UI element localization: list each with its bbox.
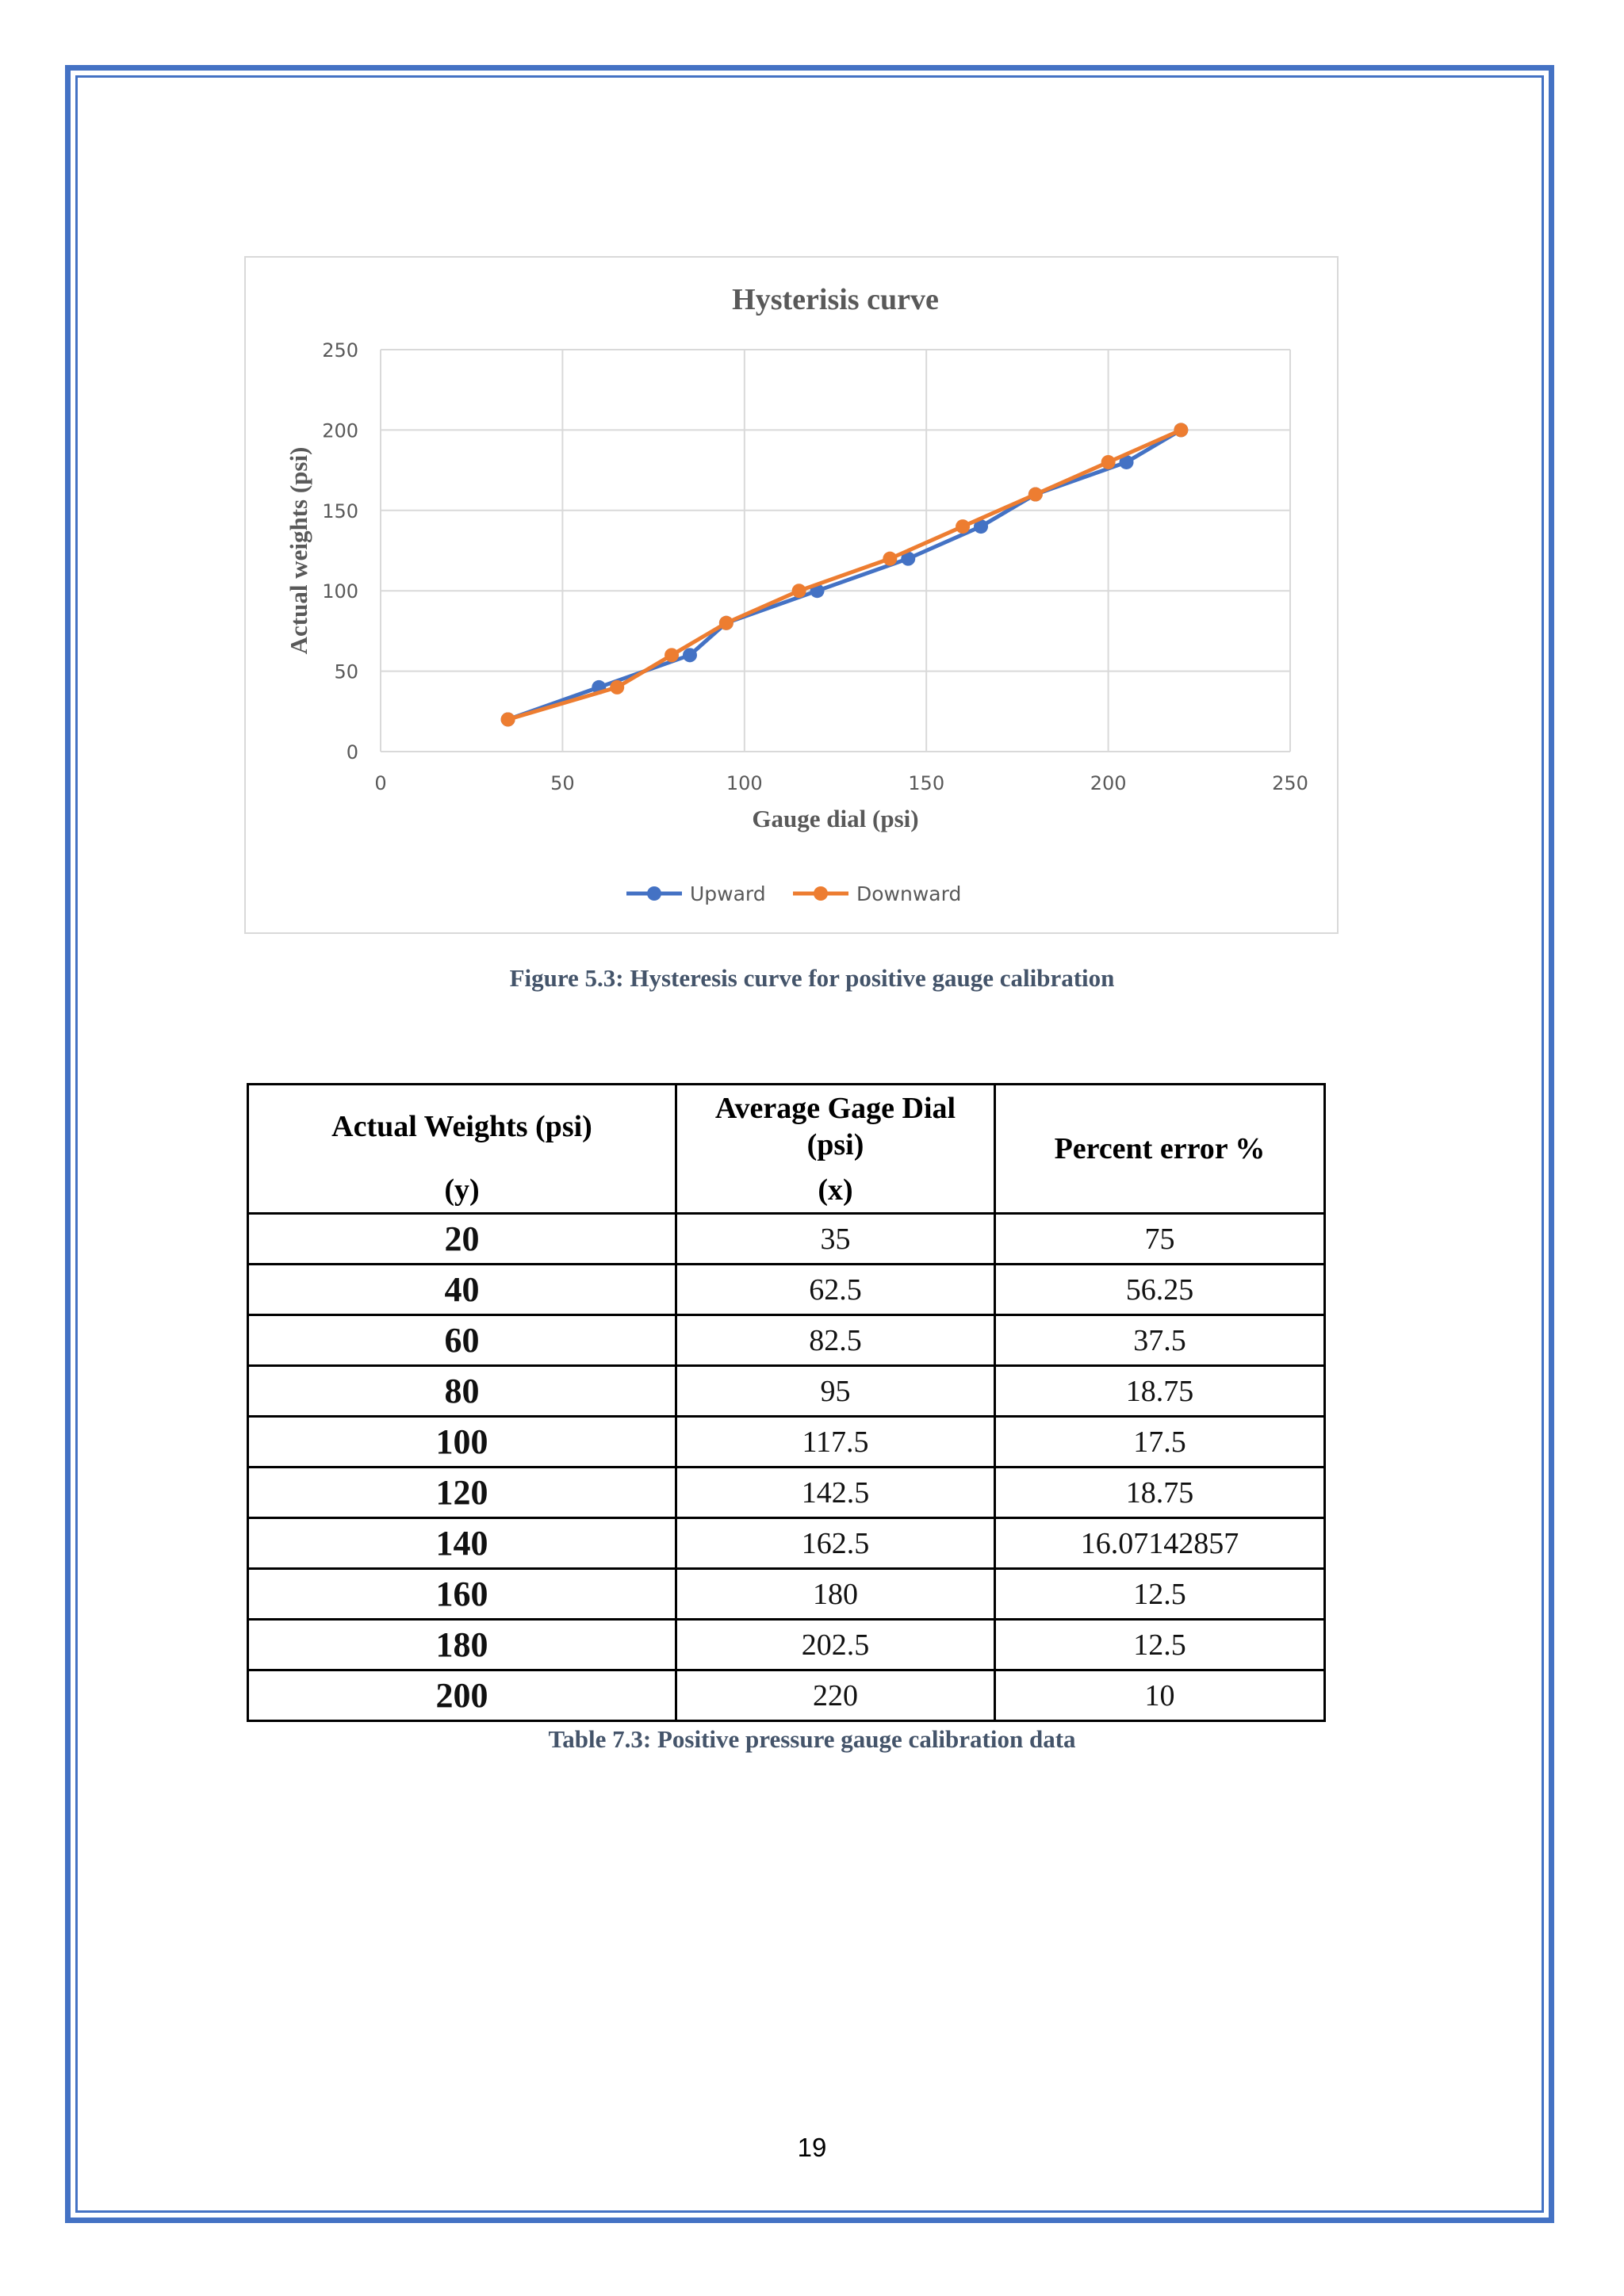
cell-actual-weight: 40 (248, 1265, 676, 1315)
x-tick-label: 50 (550, 772, 575, 794)
data-point-downward (1028, 488, 1043, 502)
legend-label: Upward (690, 882, 766, 905)
table-caption: Table 7.3: Positive pressure gauge calibration data (548, 1725, 1076, 1753)
hysteresis-chart (246, 258, 1340, 936)
col-header-sub: (x) (818, 1173, 853, 1207)
series-line-downward (508, 430, 1182, 719)
data-point-downward (665, 648, 679, 662)
table-row (248, 1265, 1325, 1315)
calibration-table (247, 1083, 1326, 1722)
data-point-downward (792, 584, 806, 598)
data-point-downward (501, 712, 515, 726)
data-point-downward (1101, 455, 1116, 469)
cell-percent-error: 18.75 (995, 1468, 1325, 1518)
table-row (248, 1214, 1325, 1265)
cell-gage-dial: 162.5 (676, 1518, 995, 1569)
figure-caption: Figure 5.3: Hysteresis curve for positive gauge calibration (509, 964, 1115, 992)
cell-gage-dial: 142.5 (676, 1468, 995, 1518)
cell-actual-weight: 80 (248, 1366, 676, 1417)
cell-actual-weight: 100 (248, 1417, 676, 1468)
cell-gage-dial: 95 (676, 1366, 995, 1417)
page-number: 19 (797, 2133, 827, 2162)
cell-percent-error: 12.5 (995, 1620, 1325, 1670)
data-point-downward (1174, 423, 1188, 437)
data-point-upward (683, 648, 697, 662)
table-row (248, 1417, 1325, 1468)
data-point-downward (883, 552, 897, 566)
y-tick-label: 250 (322, 339, 358, 362)
cell-gage-dial: 35 (676, 1214, 995, 1265)
chart-title: Hysterisis curve (732, 283, 939, 316)
table-row (248, 1366, 1325, 1417)
cell-percent-error: 16.07142857 (995, 1518, 1325, 1569)
cell-actual-weight: 120 (248, 1468, 676, 1518)
cell-percent-error: 12.5 (995, 1569, 1325, 1620)
col-header-percent-error (995, 1085, 1325, 1214)
cell-actual-weight: 200 (248, 1670, 676, 1721)
cell-percent-error: 10 (995, 1670, 1325, 1721)
data-point-downward (610, 680, 624, 695)
col-header-gage-dial (676, 1085, 995, 1214)
cell-percent-error: 56.25 (995, 1265, 1325, 1315)
legend-marker (647, 886, 661, 901)
cell-percent-error: 75 (995, 1214, 1325, 1265)
col-header-label: Actual Weights (psi) (331, 1110, 592, 1143)
data-point-downward (719, 616, 733, 630)
x-axis-title: Gauge dial (psi) (752, 805, 919, 832)
cell-actual-weight: 160 (248, 1569, 676, 1620)
cell-percent-error: 37.5 (995, 1315, 1325, 1366)
x-tick-label: 150 (908, 772, 945, 794)
table-row (248, 1670, 1325, 1721)
x-tick-label: 0 (374, 772, 387, 794)
table-row (248, 1315, 1325, 1366)
cell-percent-error: 17.5 (995, 1417, 1325, 1468)
table-row (248, 1518, 1325, 1569)
x-tick-label: 100 (726, 772, 763, 794)
chart-frame (244, 256, 1339, 934)
table-row (248, 1569, 1325, 1620)
col-header-actual-weights (248, 1085, 676, 1214)
col-header-label: Percent error % (1054, 1132, 1266, 1165)
y-tick-label: 0 (346, 741, 358, 763)
cell-gage-dial: 180 (676, 1569, 995, 1620)
cell-actual-weight: 180 (248, 1620, 676, 1670)
cell-gage-dial: 62.5 (676, 1265, 995, 1315)
cell-actual-weight: 60 (248, 1315, 676, 1366)
cell-percent-error: 18.75 (995, 1366, 1325, 1417)
y-tick-label: 200 (322, 419, 358, 442)
table-header-row (248, 1085, 1325, 1214)
cell-actual-weight: 20 (248, 1214, 676, 1265)
x-tick-label: 250 (1272, 772, 1308, 794)
cell-gage-dial: 202.5 (676, 1620, 995, 1670)
data-point-downward (956, 519, 970, 534)
legend-label: Downward (856, 882, 962, 905)
cell-gage-dial: 220 (676, 1670, 995, 1721)
x-tick-label: 200 (1090, 772, 1127, 794)
table-row (248, 1620, 1325, 1670)
y-tick-label: 100 (322, 580, 358, 603)
legend-marker (814, 886, 828, 901)
col-header-label: Average Gage Dial (psi) (714, 1092, 956, 1161)
y-tick-label: 150 (322, 499, 358, 522)
y-tick-label: 50 (334, 660, 358, 683)
table-row (248, 1468, 1325, 1518)
cell-gage-dial: 82.5 (676, 1315, 995, 1366)
y-axis-title: Actual weights (psi) (285, 446, 312, 655)
col-header-sub: (y) (444, 1173, 480, 1207)
cell-actual-weight: 140 (248, 1518, 676, 1569)
cell-gage-dial: 117.5 (676, 1417, 995, 1468)
